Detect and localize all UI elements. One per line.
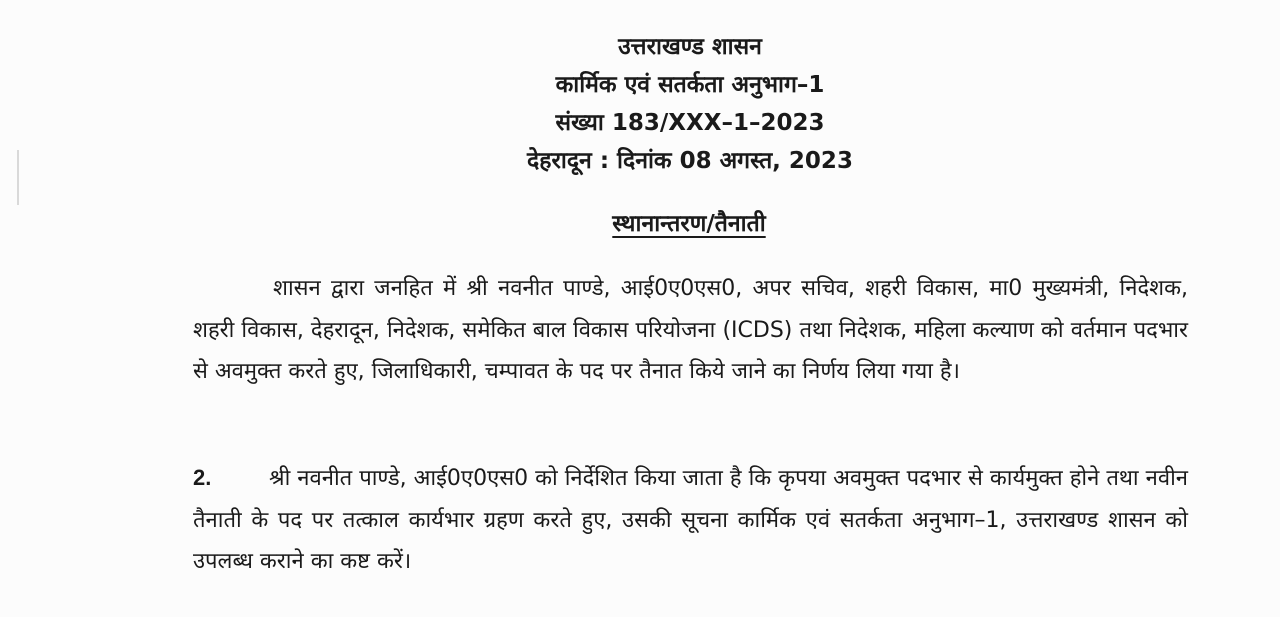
paragraph-1	[193, 268, 1188, 393]
paragraph-2	[193, 457, 1188, 583]
paragraph-1-text: शासन द्वारा जनहित में श्री नवनीत पाण्डे, आई0ए0एस0, अपर सचिव, शहरी विकास, मा0 मुख्यमंत्री, निदेशक, शहरी विकास, देहरादून, निदेशक, समेकित बाल विकास परियोजना (ICDS) तथा निदेशक, महिला कल्याण को वर्तमान पदभार से अवमुक्त करते हुए, जिलाधिकारी, चम्पावत के पद पर तैनात किये जाने का निर्णय लिया गया है।	[193, 276, 1188, 384]
subject-heading	[0, 207, 1280, 241]
document-header	[0, 28, 1280, 180]
government-name: उत्तराखण्ड शासन	[618, 34, 762, 60]
order-number: संख्या 183/XXX–1–2023	[555, 110, 825, 136]
paragraph-2-text: श्री नवनीत पाण्डे, आई0ए0एस0 को निर्देशित किया जाता है कि कृपया अवमुक्त पदभार से कार्यमुक्त होने तथा नवीन तैनाती के पद पर तत्काल कार्यभार ग्रहण करते हुए, उसकी सूचना कार्मिक एवं सतर्कता अनुभाग–1, उत्तराखण्ड शासन को उपलब्ध कराने का कष्ट करें।	[193, 466, 1188, 574]
place-date: देहरादून : दिनांक 08 अगस्त, 2023	[527, 148, 853, 174]
subject-text: स्थानान्तरण/तैनाती	[612, 211, 766, 237]
department-name: कार्मिक एवं सतर्कता अनुभाग–1	[555, 72, 825, 98]
paragraph-2-number: 2.	[193, 465, 212, 490]
